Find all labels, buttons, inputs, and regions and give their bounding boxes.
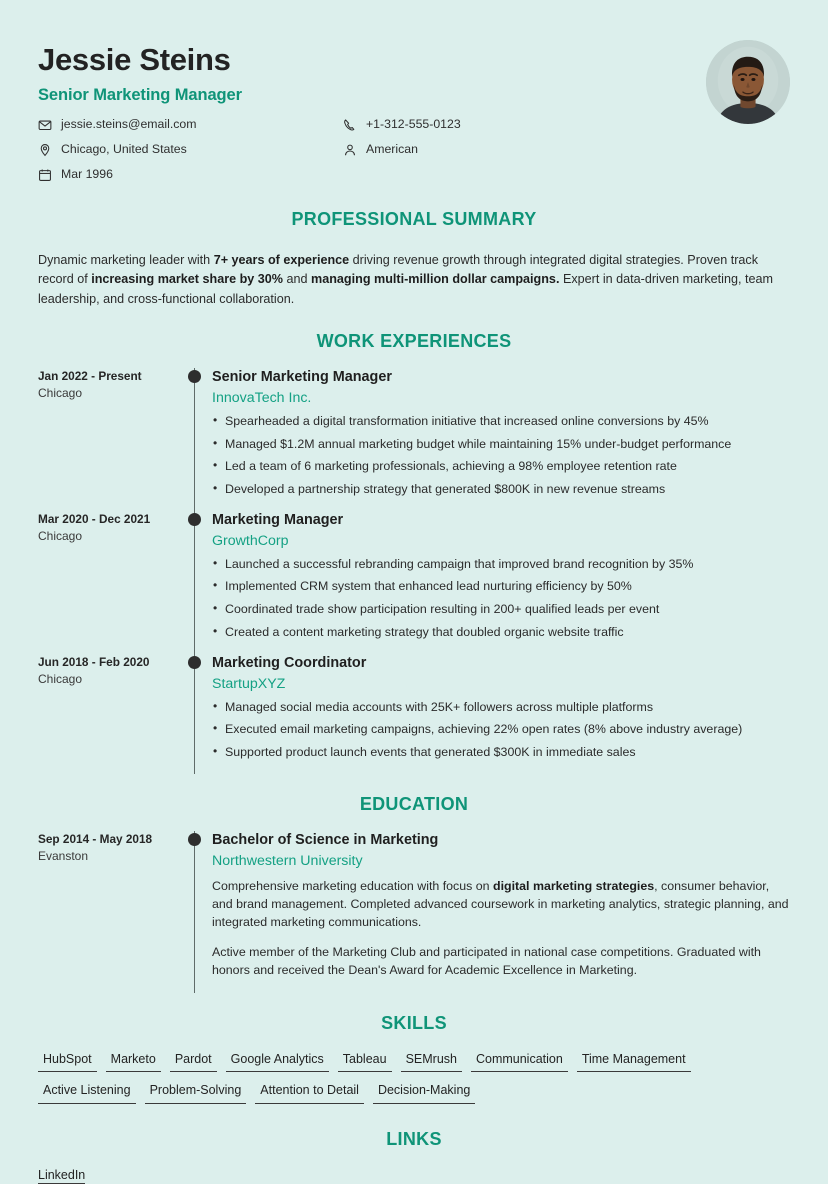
education-timeline (38, 831, 790, 992)
summary-text: Dynamic marketing leader with 7+ years of experience driving revenue growth through integrated digital strategies. Proven track record of increasing market share by 30% and managing multi-million dollar campaigns. Expert in data-driven marketing, team leadership, and cross-functional collaboration. (38, 252, 773, 306)
entry-bullet: • Supported product launch events that generated $300K in immediate sales (212, 745, 790, 761)
entry-bullet-list (212, 700, 790, 762)
entry-date-column (38, 511, 180, 654)
entry-title: Marketing Manager (212, 512, 344, 529)
timeline-rail (180, 654, 210, 774)
timeline-dot (188, 513, 201, 526)
entry-date-column (38, 831, 180, 992)
skill-item: HubSpot (38, 1050, 97, 1073)
entry-location: Chicago (38, 529, 83, 544)
contact-nationality (343, 143, 706, 157)
entry-bullet: • Implemented CRM system that enhanced lead nurturing efficiency by 50% (212, 579, 790, 595)
skill-item: Pardot (170, 1050, 217, 1073)
skill-item: Tableau (338, 1050, 392, 1073)
entry-location: Chicago (38, 672, 83, 687)
entry-bullet: • Led a team of 6 marketing professionals, achieving a 98% employee retention rate (212, 459, 790, 475)
entry-bullet: • Launched a successful rebranding campaign that improved brand recognition by 35% (212, 557, 790, 573)
entry-body (210, 831, 790, 992)
entry-company: GrowthCorp (212, 533, 289, 550)
skills-list (38, 1050, 790, 1113)
entry-company: InnovaTech Inc. (212, 390, 312, 407)
job-title: Senior Marketing Manager (38, 85, 242, 104)
timeline-line (194, 831, 195, 992)
section-heading-skills: SKILLS (381, 1012, 447, 1033)
entry-body (210, 368, 790, 511)
entry-company: StartupXYZ (212, 676, 286, 693)
professional-summary-section (38, 209, 790, 310)
contact-details (38, 118, 706, 182)
timeline-line (194, 511, 195, 654)
timeline-dot (188, 656, 201, 669)
contact-birthdate (38, 168, 343, 182)
timeline-line (194, 368, 195, 511)
entry-bullet: • Coordinated trade show participation resulting in 200+ qualified leads per event (212, 602, 790, 618)
timeline-rail (180, 511, 210, 654)
contact-birthdate-text: Mar 1996 (61, 167, 113, 182)
entry-title: Marketing Coordinator (212, 655, 367, 672)
header-left-column (38, 38, 706, 182)
section-heading-education: EDUCATION (359, 794, 469, 815)
skill-item: Marketo (106, 1050, 161, 1073)
education-section (38, 794, 790, 992)
avatar-illustration (706, 40, 790, 124)
work-experience-entry (38, 654, 790, 774)
entry-body (210, 654, 790, 774)
education-entry (38, 831, 790, 992)
timeline-dot (188, 370, 201, 383)
location-pin-icon (38, 143, 54, 157)
work-experience-entry (38, 511, 790, 654)
timeline-rail (180, 368, 210, 511)
contact-location (38, 143, 343, 157)
entry-location: Evanston (38, 849, 89, 864)
timeline-line (194, 654, 195, 774)
entry-bullet: • Executed email marketing campaigns, achieving 22% open rates (8% above industry average) (212, 722, 790, 738)
skill-item: Google Analytics (226, 1050, 329, 1073)
entry-paragraph: Active member of the Marketing Club and participated in national case competitions. Graduated with honors and received the Dean's Award for Academic Excellence in Marketing. (212, 944, 761, 977)
timeline-rail (180, 831, 210, 992)
skill-item: SEMrush (401, 1050, 462, 1073)
entry-date: Sep 2014 - May 2018 (38, 832, 153, 847)
section-heading-summary: PROFESSIONAL SUMMARY (291, 208, 537, 229)
entry-institution: Northwestern University (212, 853, 363, 870)
entry-body (210, 511, 790, 654)
work-experiences-section (38, 331, 790, 774)
entry-bullet: • Spearheaded a digital transformation initiative that increased online conversions by 45% (212, 414, 790, 430)
contact-phone[interactable] (343, 118, 706, 132)
avatar (706, 40, 790, 124)
entry-bullet: • Developed a partnership strategy that generated $800K in new revenue streams (212, 482, 790, 498)
entry-title: Senior Marketing Manager (212, 369, 392, 386)
entry-date-column (38, 368, 180, 511)
skill-item: Active Listening (38, 1081, 136, 1104)
envelope-icon (38, 118, 54, 132)
work-experience-entry (38, 368, 790, 511)
entry-bullet-list (212, 414, 790, 499)
link-item[interactable]: LinkedIn (38, 1167, 86, 1182)
person-icon (343, 143, 359, 157)
entry-date: Jun 2018 - Feb 2020 (38, 655, 150, 670)
links-section (38, 1129, 790, 1184)
phone-icon (343, 118, 359, 132)
skill-item: Attention to Detail (255, 1081, 364, 1104)
skill-item: Communication (471, 1050, 568, 1073)
contact-location-text: Chicago, United States (61, 142, 187, 157)
entry-bullet: • Managed $1.2M annual marketing budget while maintaining 15% under-budget performance (212, 437, 790, 453)
contact-phone-text: +1-312-555-0123 (366, 117, 461, 132)
calendar-icon (38, 168, 54, 182)
contact-email[interactable] (38, 118, 343, 132)
section-heading-work: WORK EXPERIENCES (316, 331, 512, 352)
skill-item: Time Management (577, 1050, 691, 1073)
timeline-dot (188, 833, 201, 846)
skill-item: Problem-Solving (145, 1081, 247, 1104)
page-title: Jessie Steins (38, 42, 231, 77)
contact-email-text: jessie.steins@email.com (61, 117, 197, 132)
entry-bullet: • Managed social media accounts with 25K+ followers across multiple platforms (212, 700, 790, 716)
entry-bullet: • Created a content marketing strategy that doubled organic website traffic (212, 625, 790, 641)
entry-paragraph: Comprehensive marketing education with focus on digital marketing strategies, consumer behavior, and brand management. Completed advanced coursework in marketing analytics, strategic planning, and integrated marketing communications. (212, 878, 789, 929)
section-heading-links: LINKS (386, 1128, 442, 1149)
links-list (38, 1166, 790, 1184)
work-timeline (38, 368, 790, 774)
entry-date: Jan 2022 - Present (38, 369, 142, 384)
resume-header (38, 38, 790, 182)
entry-title: Bachelor of Science in Marketing (212, 832, 439, 849)
contact-nationality-text: American (366, 142, 418, 157)
entry-date-column (38, 654, 180, 774)
entry-bullet-list (212, 557, 790, 642)
entry-date: Mar 2020 - Dec 2021 (38, 512, 151, 527)
entry-location: Chicago (38, 386, 83, 401)
skills-section (38, 1013, 790, 1113)
skill-item: Decision-Making (373, 1081, 475, 1104)
